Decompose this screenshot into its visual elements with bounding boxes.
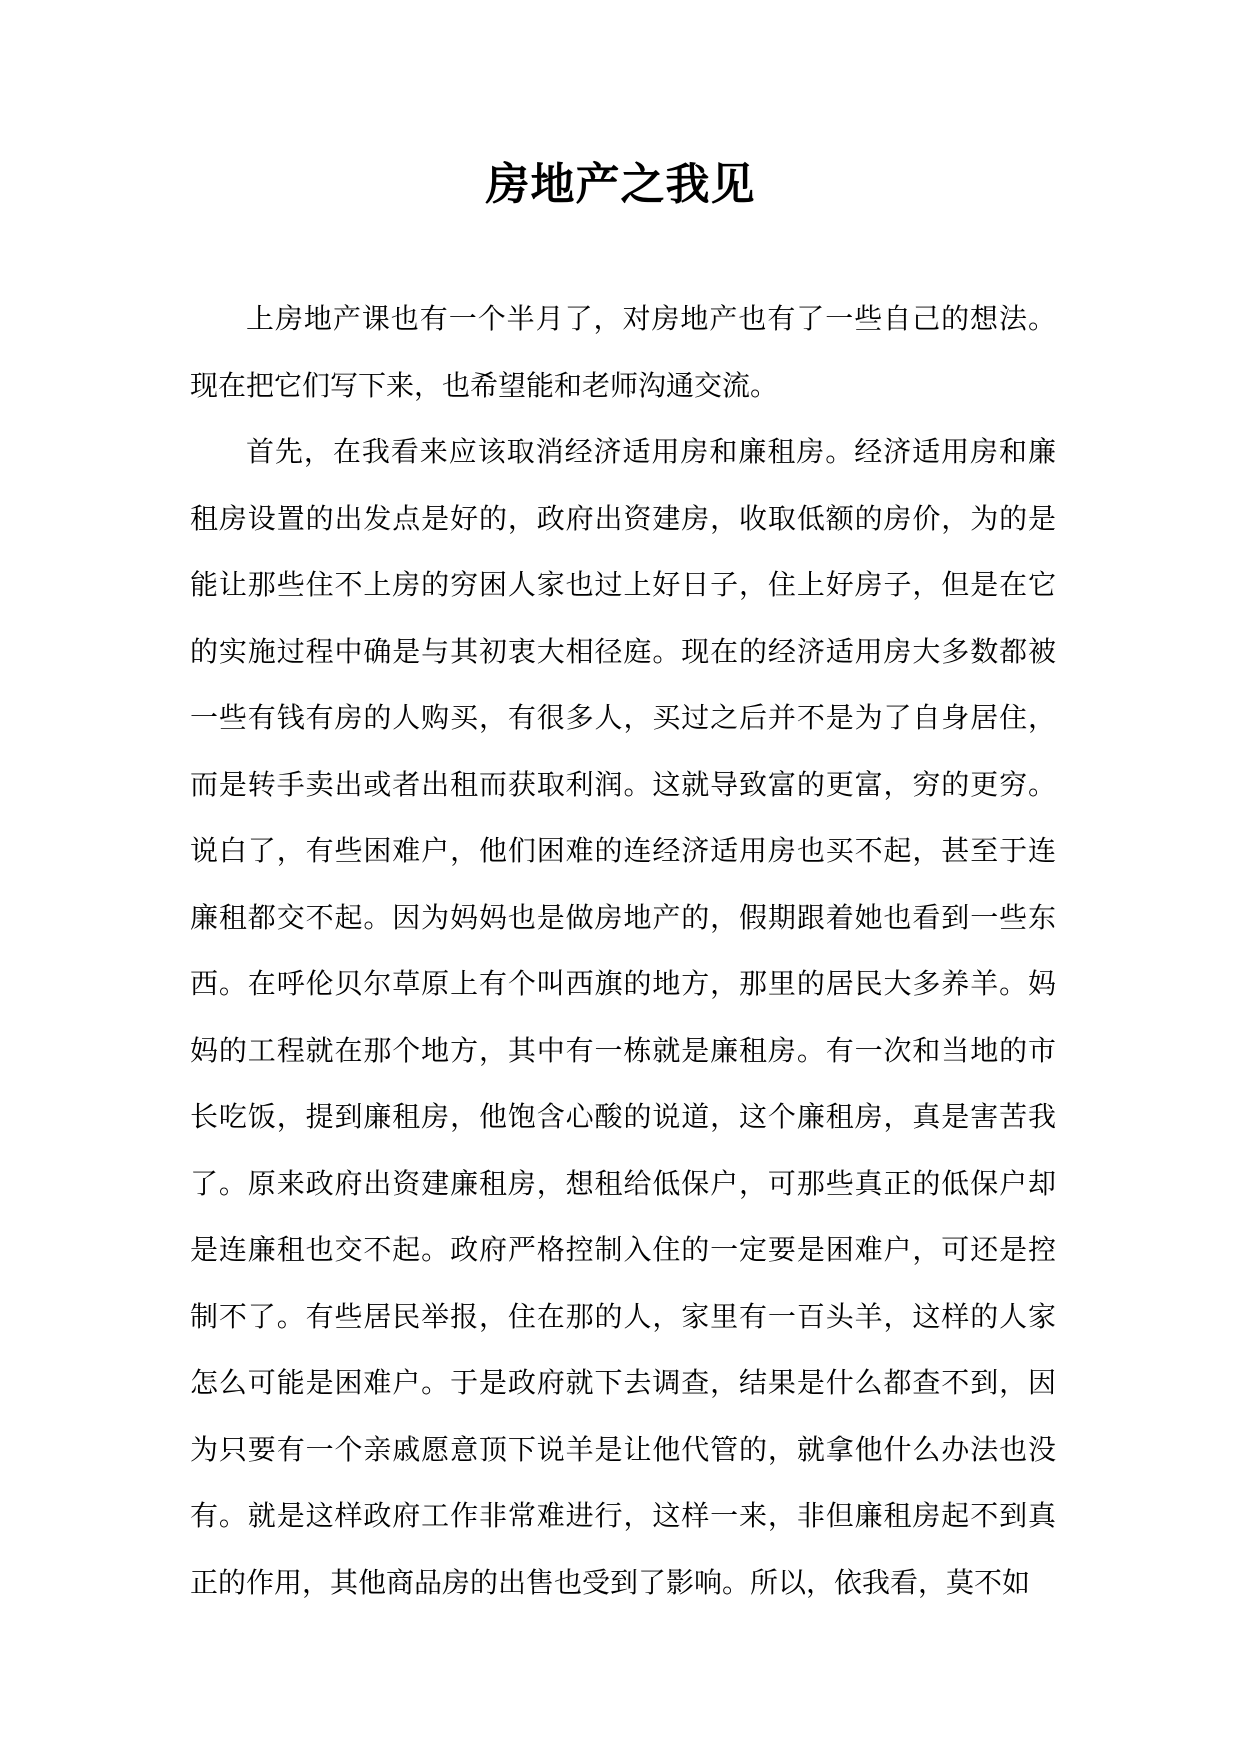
paragraph-1: 上房地产课也有一个半月了，对房地产也有了一些自己的想法。现在把它们写下来，也希望能和老师沟通交流。: [190, 302, 1056, 402]
paragraph-2: 首先，在我看来应该取消经济适用房和廉租房。经济适用房和廉租房设置的出发点是好的，政府出资建房，收取低额的房价，为的是能让那些住不上房的穷困人家也过上好日子，住上好房子，但是在它的实施过程中确是与其初衷大相径庭。现在的经济适用房大多数都被一些有钱有房的人购买，有很多人，买过之后并不是为了自身居住，而是转手卖出或者出租而获取利润。这就导致富的更富，穷的更穷。说白了，有些困难户，他们困难的连经济适用房也买不起，甚至于连廉租都交不起。因为妈妈也是做房地产的，假期跟着她也看到一些东西。在呼伦贝尔草原上有个叫西旗的地方，那里的居民大多养羊。妈妈的工程就在那个地方，其中有一栋就是廉租房。有一次和当地的市长吃饭，提到廉租房，他饱含心酸的说道，这个廉租房，真是害苦我了。原来政府出资建廉租房，想租给低保户，可那些真正的低保户却是连廉租也交不起。政府严格控制入住的一定要是困难户，可还是控制不了。有些居民举报，住在那的人，家里有一百头羊，这样的人家怎么可能是困难户。于是政府就下去调查，结果是什么都查不到，因为只要有一个亲戚愿意顶下说羊是让他代管的，就拿他什么办法也没有。就是这样政府工作非常难进行，这样一来，非但廉租房起不到真正的作用，其他商品房的出售也受到了影响。所以，依我看，莫不如: [190, 435, 1056, 1599]
document-title: 房地产之我见: [485, 159, 756, 210]
document-body: [190, 286, 1056, 1616]
